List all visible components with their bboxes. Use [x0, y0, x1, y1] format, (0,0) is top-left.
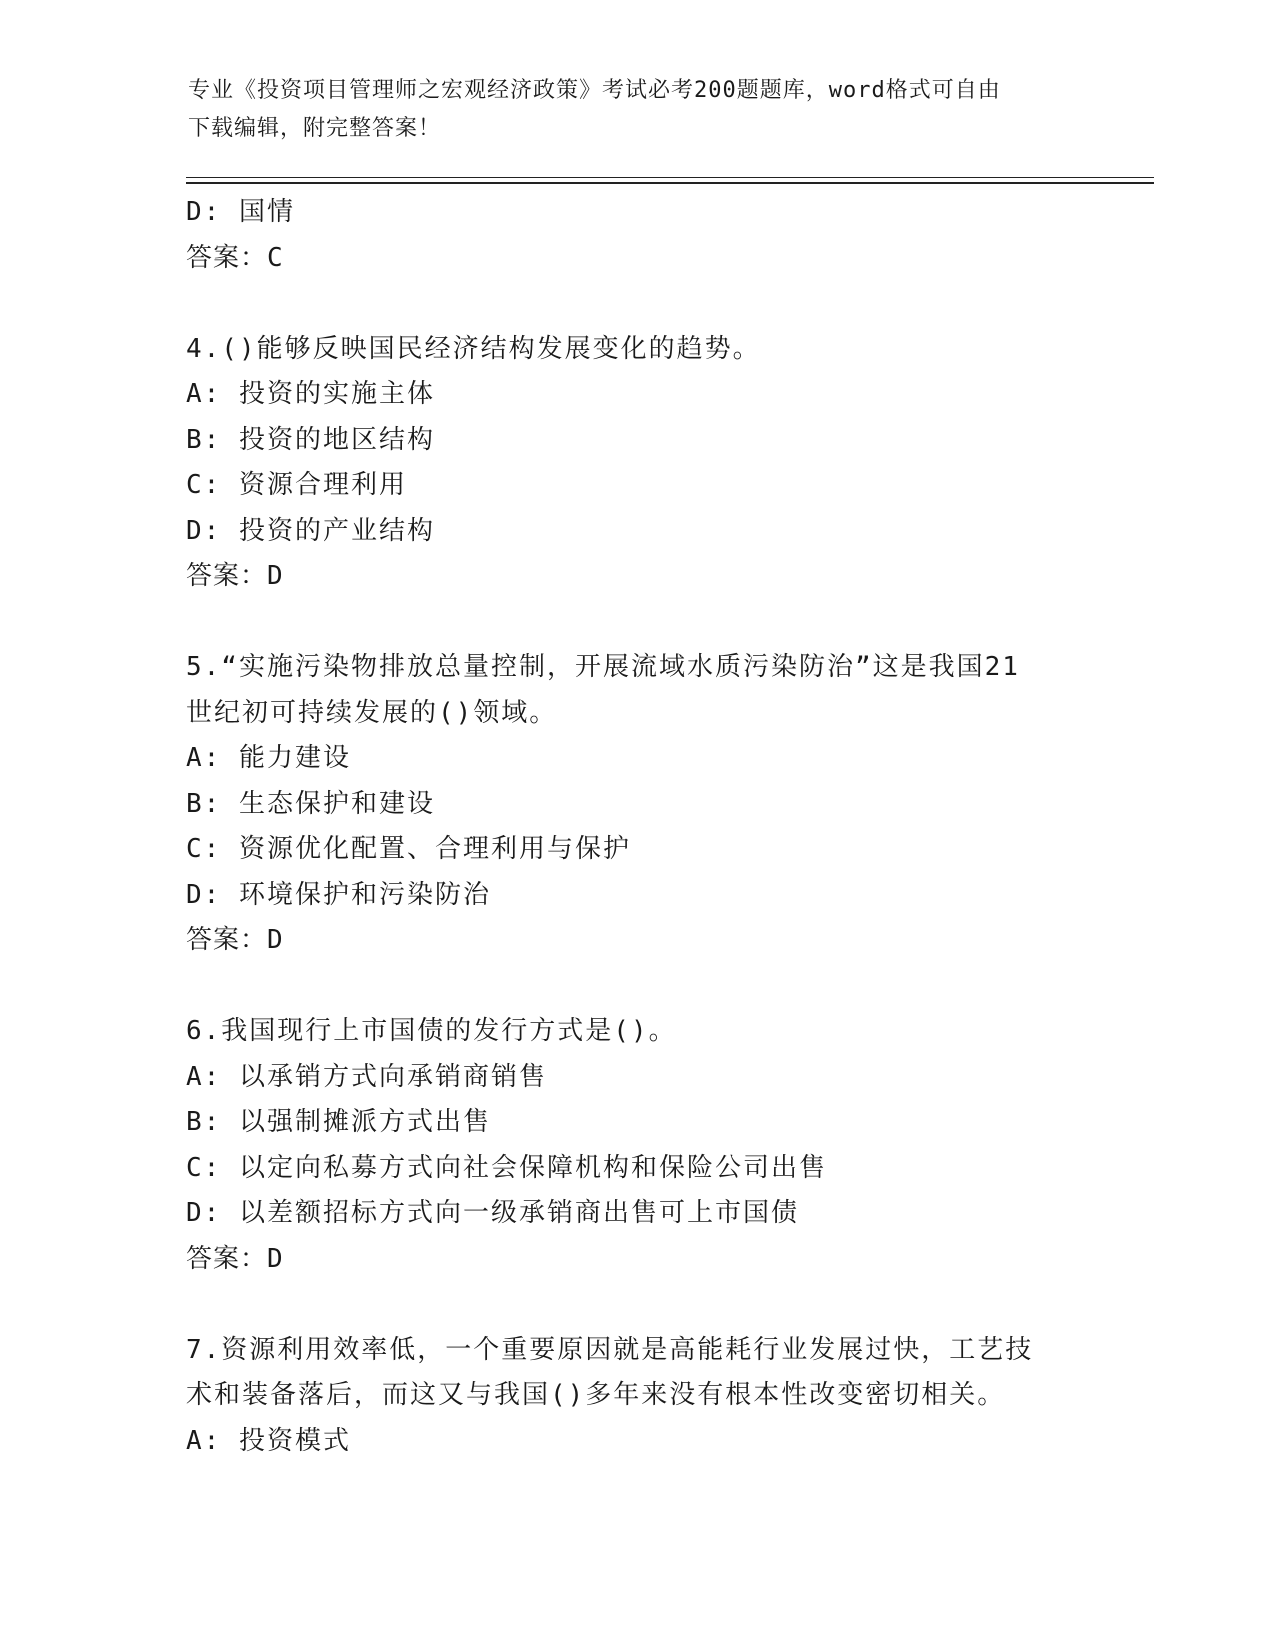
question-stem-continued: 世纪初可持续发展的()领域。 [186, 697, 558, 728]
answer-value: C [267, 242, 284, 273]
answer-value: D [267, 925, 284, 955]
spacer [186, 281, 1086, 327]
option-b: B: 以强制摊派方式出售 [186, 1107, 491, 1137]
question-stem: 6.我国现行上市国债的发行方式是()。 [186, 1016, 677, 1046]
question-block [186, 1009, 1086, 1282]
option-b: B: 生态保护和建设 [186, 788, 435, 819]
option-c: C: 资源优化配置、合理利用与保护 [186, 834, 631, 864]
answer-line [186, 554, 1086, 600]
question-stem: 7.资源利用效率低，一个重要原因就是高能耗行业发展过快，工艺技 [186, 1334, 1034, 1365]
question-block [186, 645, 1086, 964]
option-a: A: 投资模式 [186, 1425, 351, 1456]
answer-label: 答案： [186, 242, 268, 273]
header-divider-thick [186, 182, 1154, 184]
answer-label: 答案： [186, 561, 268, 591]
header-divider-thin [186, 177, 1154, 178]
spacer [186, 1282, 1086, 1328]
spacer [186, 964, 1086, 1010]
option-a: A: 投资的实施主体 [186, 379, 435, 409]
document-body [186, 190, 1086, 1464]
answer-value: D [267, 1243, 284, 1274]
answer-line [186, 236, 1086, 282]
question-block [186, 1328, 1086, 1465]
answer-label: 答案： [186, 925, 268, 955]
question-stem-continued: 术和装备落后，而这又与我国()多年来没有根本性改变密切相关。 [186, 1380, 1006, 1410]
option-b: B: 投资的地区结构 [186, 424, 435, 455]
option-c: C: 以定向私募方式向社会保障机构和保险公司出售 [186, 1152, 827, 1183]
answer-line [186, 918, 1086, 964]
document-header [188, 72, 1088, 148]
question-stem: 4.()能够反映国民经济结构发展变化的趋势。 [186, 333, 761, 364]
header-line-1: 专业《投资项目管理师之宏观经济政策》考试必考200题题库，word格式可自由 [188, 78, 1001, 103]
option-c: C: 资源合理利用 [186, 470, 407, 500]
answer-label: 答案： [186, 1243, 268, 1274]
option-d: D: 环境保护和污染防治 [186, 879, 491, 910]
spacer [186, 600, 1086, 646]
question-stem: 5.“实施污染物排放总量控制，开展流域水质污染防治”这是我国21 [186, 652, 1020, 682]
option-d: D: 投资的产业结构 [186, 515, 435, 546]
header-line-2: 下载编辑，附完整答案！ [188, 116, 442, 141]
option-d: D: 以差额招标方式向一级承销商出售可上市国债 [186, 1198, 799, 1228]
answer-value: D [267, 561, 284, 591]
option-d: D: 国情 [186, 197, 295, 227]
option-a: A: 以承销方式向承销商销售 [186, 1061, 547, 1092]
option-a: A: 能力建设 [186, 743, 351, 773]
answer-line [186, 1237, 1086, 1283]
question-block [186, 327, 1086, 600]
